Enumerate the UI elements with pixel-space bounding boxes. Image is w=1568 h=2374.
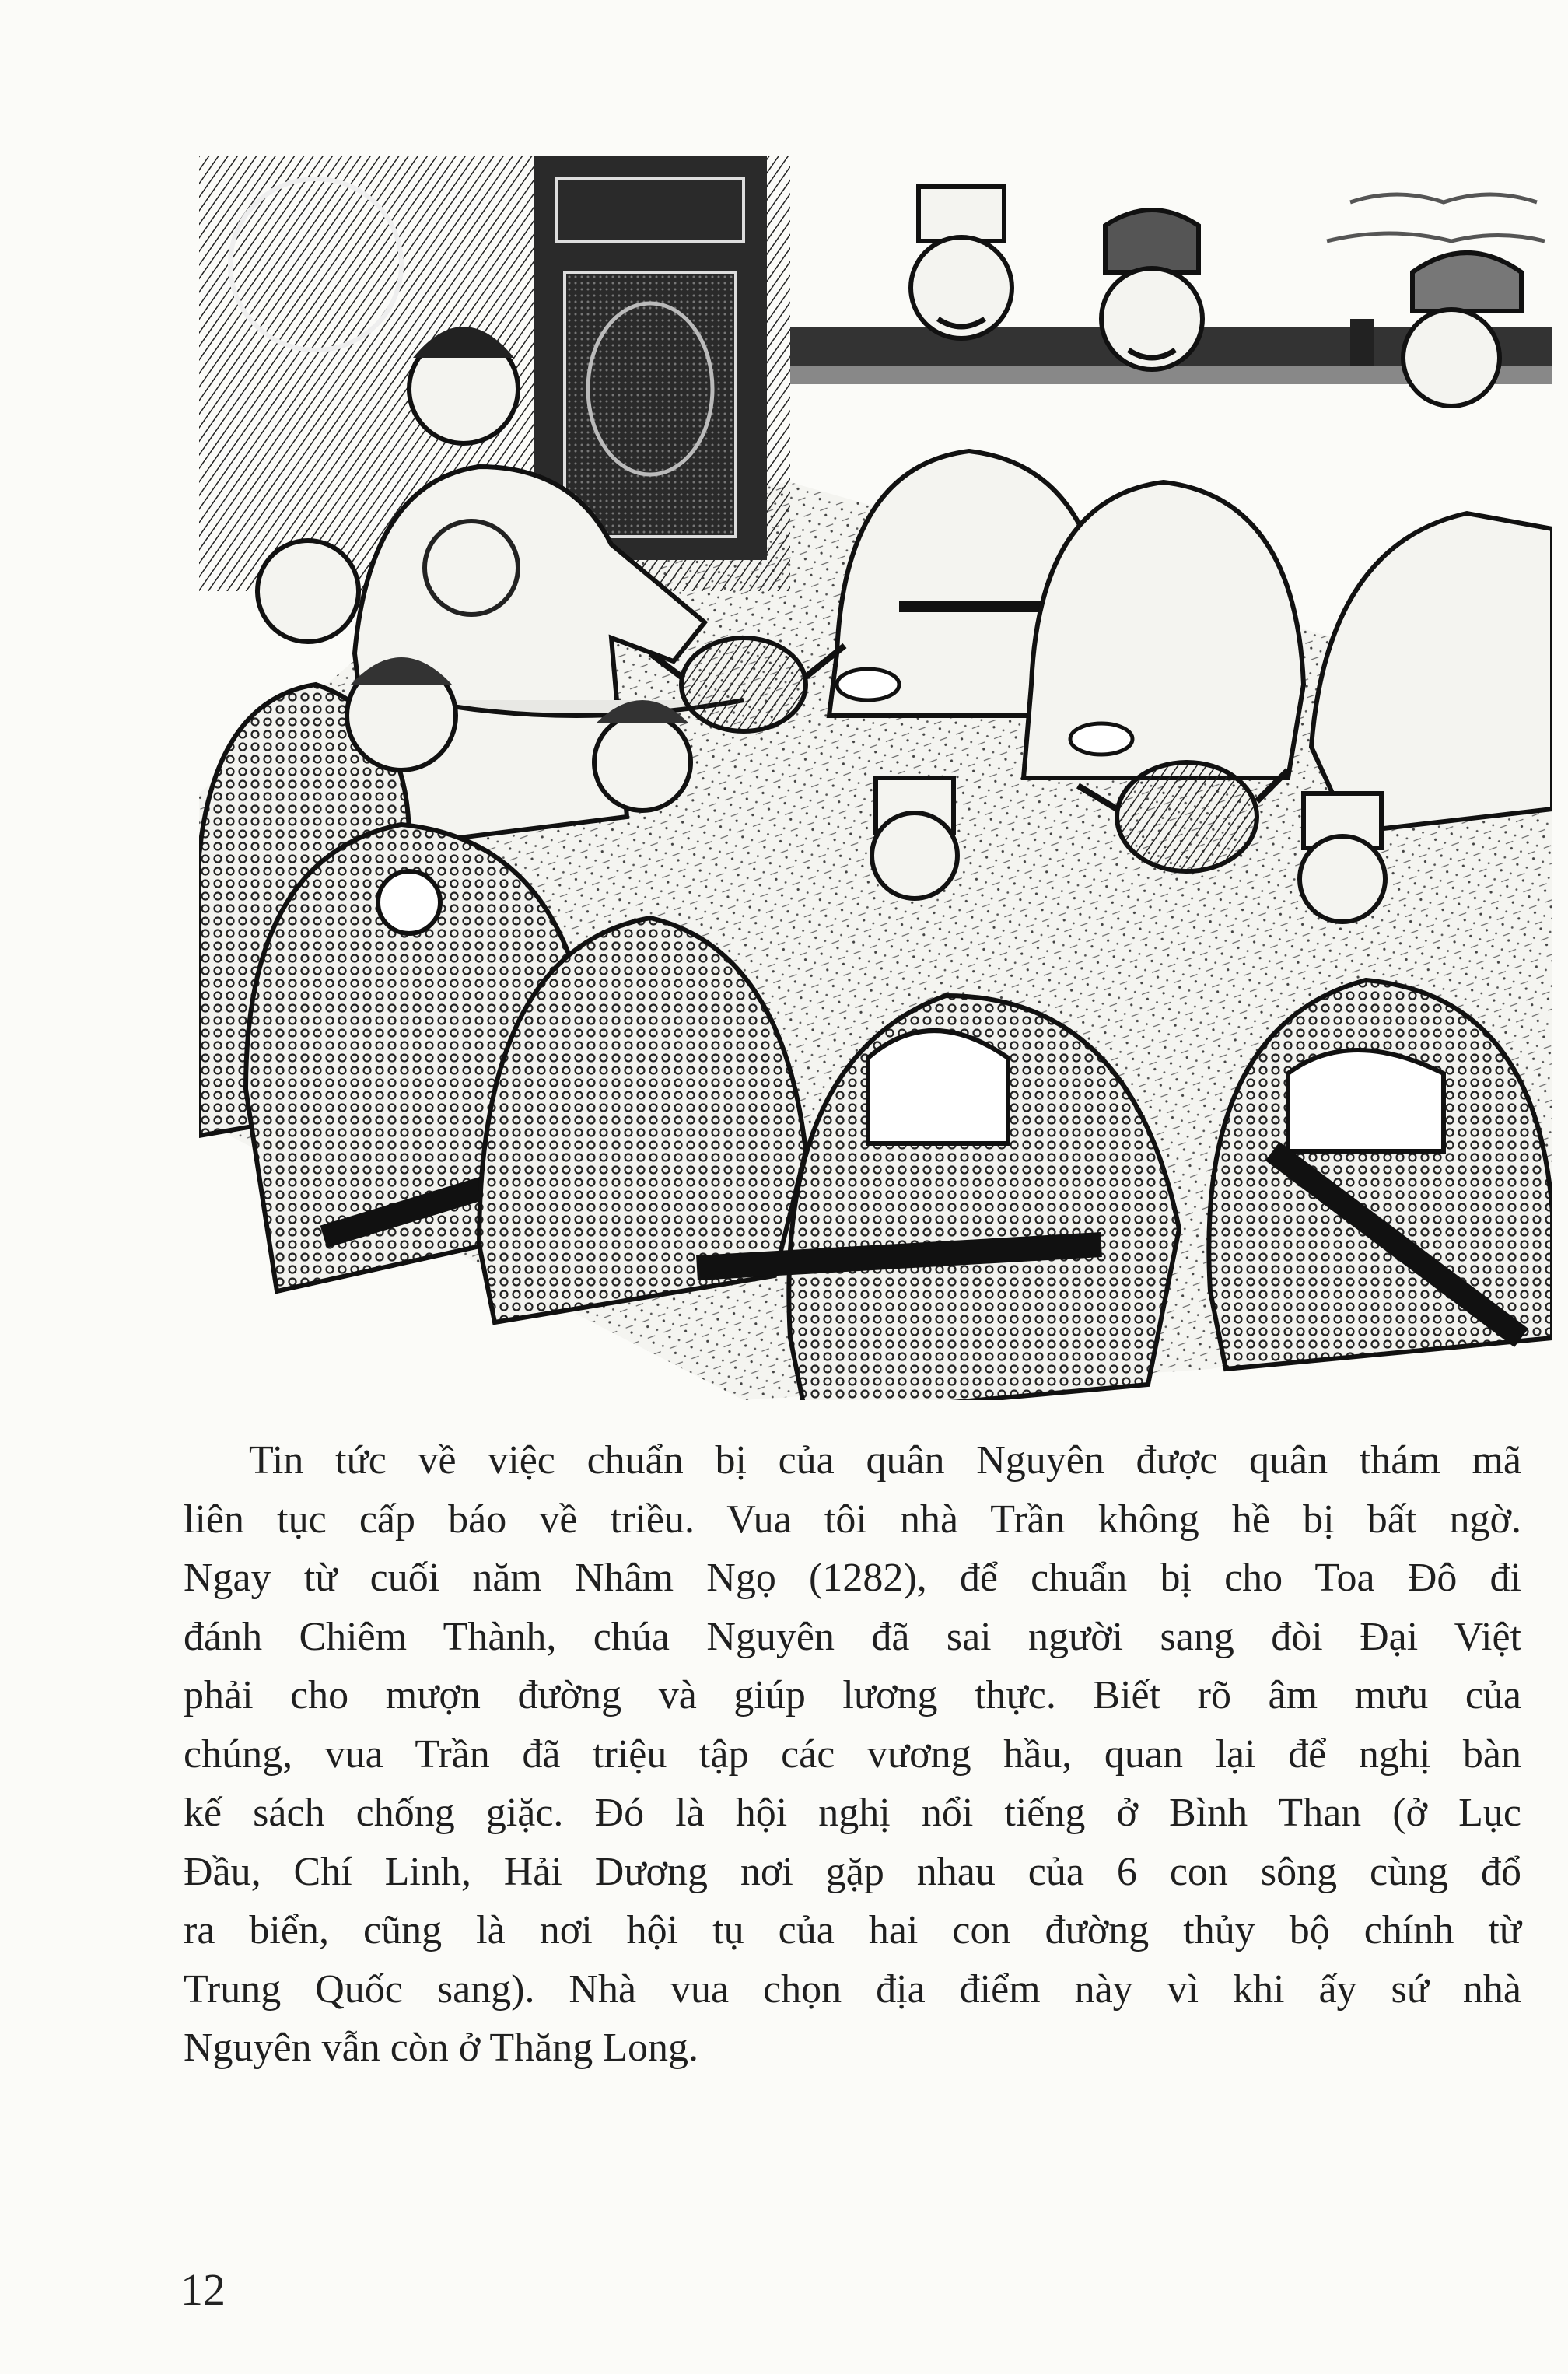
paragraph-line: Trung Quốc sang). Nhà vua chọn địa điểm này vì khi ấy sứ nhà [184, 1966, 1521, 2012]
page-number: 12 [180, 2264, 226, 2315]
body-paragraph [184, 1431, 1521, 2078]
council-illustration [199, 156, 1552, 1400]
paragraph-line: Tin tức về việc chuẩn bị của quân Nguyên được quân thám mã [249, 1438, 1521, 1483]
paragraph-line: chúng, vua Trần đã triệu tập các vương hầu, quan lại để nghị bàn [184, 1731, 1521, 1777]
paragraph-line: Ngay từ cuối năm Nhâm Ngọ (1282), để chuẩn bị cho Toa Đô đi [184, 1556, 1521, 1600]
paragraph-line: Đầu, Chí Linh, Hải Dương nơi gặp nhau của 6 con sông cùng đổ [184, 1849, 1521, 1894]
paragraph-line: Nguyên vẫn còn ở Thăng Long. [184, 2026, 698, 2070]
paragraph-line: kế sách chống giặc. Đó là hội nghị nổi tiếng ở Bình Than (ở Lục [184, 1791, 1521, 1835]
paragraph-line: liên tục cấp báo về triều. Vua tôi nhà Trần không hề bị bất ngờ. [184, 1497, 1521, 1542]
paragraph-line: đánh Chiêm Thành, chúa Nguyên đã sai người sang đòi Đại Việt [184, 1614, 1521, 1659]
engraving-drawing [199, 156, 1552, 1400]
paragraph-line: ra biển, cũng là nơi hội tụ của hai con đường thủy bộ chính từ [184, 1908, 1521, 1952]
paragraph-line: phải cho mượn đường và giúp lương thực. Biết rõ âm mưu của [184, 1673, 1521, 1717]
cloud-lines [1327, 194, 1545, 241]
tea-cup [837, 669, 899, 700]
tea-cup [1070, 723, 1132, 755]
official-figure-2 [1024, 210, 1304, 778]
